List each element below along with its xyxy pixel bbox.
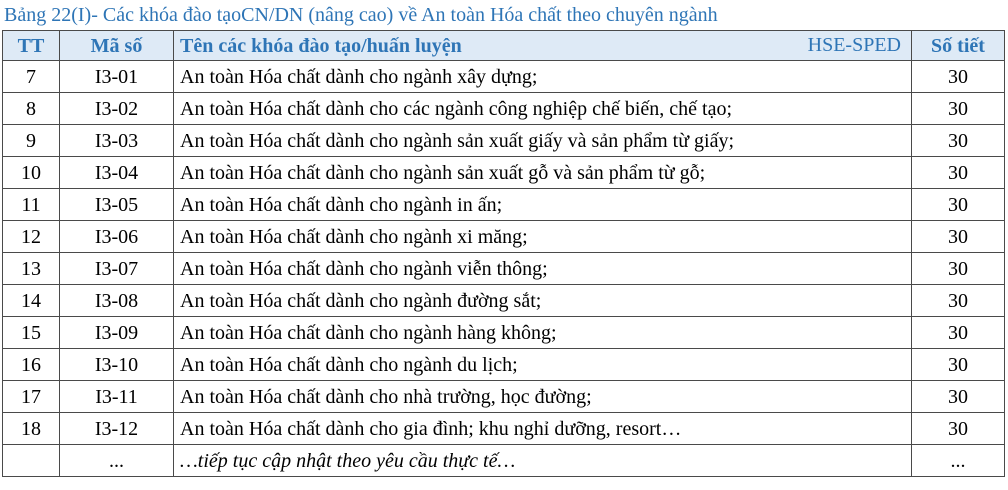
courses-table xyxy=(2,30,1005,477)
row-tt: 10 xyxy=(3,157,60,189)
row-tt: 8 xyxy=(3,93,60,125)
row-hours: 30 xyxy=(912,93,1005,125)
row-tt: 14 xyxy=(3,285,60,317)
row-course-code: I3-07 xyxy=(60,253,174,285)
row-course-code: I3-12 xyxy=(60,413,174,445)
row-course-name: An toàn Hóa chất dành cho ngành sản xuất giấy và sản phẩm từ giấy; xyxy=(174,125,912,157)
row-tt: 15 xyxy=(3,317,60,349)
row-hours: 30 xyxy=(912,253,1005,285)
row-tt: 9 xyxy=(3,125,60,157)
row-hours: 30 xyxy=(912,125,1005,157)
table-row xyxy=(3,93,1005,125)
row-course-name: An toàn Hóa chất dành cho ngành viễn thông; xyxy=(174,253,912,285)
row-hours: 30 xyxy=(912,317,1005,349)
row-hours: 30 xyxy=(912,157,1005,189)
row-course-name: An toàn Hóa chất dành cho ngành in ấn; xyxy=(174,189,912,221)
table-row xyxy=(3,285,1005,317)
row-course-code: I3-06 xyxy=(60,221,174,253)
row-tt: 13 xyxy=(3,253,60,285)
row-course-name: An toàn Hóa chất dành cho ngành du lịch; xyxy=(174,349,912,381)
row-course-name: An toàn Hóa chất dành cho ngành xây dựng; xyxy=(174,61,912,93)
row-course-code: I3-10 xyxy=(60,349,174,381)
table-caption: Bảng 22(I)- Các khóa đào tạoCN/DN (nâng cao) về An toàn Hóa chất theo chuyên ngành xyxy=(4,4,718,26)
row-hours: 30 xyxy=(912,381,1005,413)
row-tt: 17 xyxy=(3,381,60,413)
footer-code: ... xyxy=(60,445,174,477)
footer-hours: ... xyxy=(912,445,1005,477)
table-row xyxy=(3,125,1005,157)
row-tt: 7 xyxy=(3,61,60,93)
footer-tt xyxy=(3,445,60,477)
table-row xyxy=(3,349,1005,381)
table-row xyxy=(3,317,1005,349)
row-course-name: An toàn Hóa chất dành cho ngành xi măng; xyxy=(174,221,912,253)
table-row xyxy=(3,413,1005,445)
header-course-name-label: Tên các khóa đào tạo/huấn luyện xyxy=(180,34,462,57)
row-tt: 11 xyxy=(3,189,60,221)
row-hours: 30 xyxy=(912,413,1005,445)
table-row xyxy=(3,253,1005,285)
header-tt: TT xyxy=(3,31,60,61)
row-course-code: I3-04 xyxy=(60,157,174,189)
row-hours: 30 xyxy=(912,189,1005,221)
row-tt: 12 xyxy=(3,221,60,253)
table-row xyxy=(3,157,1005,189)
row-course-name: An toàn Hóa chất dành cho ngành sản xuất gỗ và sản phẩm từ gỗ; xyxy=(174,157,912,189)
row-hours: 30 xyxy=(912,285,1005,317)
row-course-name: An toàn Hóa chất dành cho nhà trường, học đường; xyxy=(174,381,912,413)
table-row xyxy=(3,381,1005,413)
row-hours: 30 xyxy=(912,349,1005,381)
row-course-name: An toàn Hóa chất dành cho gia đình; khu nghỉ dưỡng, resort… xyxy=(174,413,912,445)
row-course-code: I3-11 xyxy=(60,381,174,413)
row-course-name: An toàn Hóa chất dành cho các ngành công nghiệp chế biến, chế tạo; xyxy=(174,93,912,125)
row-course-code: I3-08 xyxy=(60,285,174,317)
row-tt: 16 xyxy=(3,349,60,381)
footer-row xyxy=(3,445,1005,477)
header-row xyxy=(3,31,1005,61)
row-course-code: I3-05 xyxy=(60,189,174,221)
table-row xyxy=(3,61,1005,93)
header-code: Mã số xyxy=(60,31,174,61)
header-hours: Số tiết xyxy=(912,31,1005,61)
row-hours: 30 xyxy=(912,221,1005,253)
row-tt: 18 xyxy=(3,413,60,445)
table-row xyxy=(3,189,1005,221)
row-course-name: An toàn Hóa chất dành cho ngành đường sắt; xyxy=(174,285,912,317)
footer-note: …tiếp tục cập nhật theo yêu cầu thực tế… xyxy=(174,445,912,477)
header-program-code: HSE-SPED xyxy=(807,34,901,56)
row-course-name: An toàn Hóa chất dành cho ngành hàng không; xyxy=(174,317,912,349)
row-course-code: I3-02 xyxy=(60,93,174,125)
row-hours: 30 xyxy=(912,61,1005,93)
header-course-name xyxy=(174,31,912,61)
row-course-code: I3-03 xyxy=(60,125,174,157)
row-course-code: I3-01 xyxy=(60,61,174,93)
row-course-code: I3-09 xyxy=(60,317,174,349)
table-row xyxy=(3,221,1005,253)
